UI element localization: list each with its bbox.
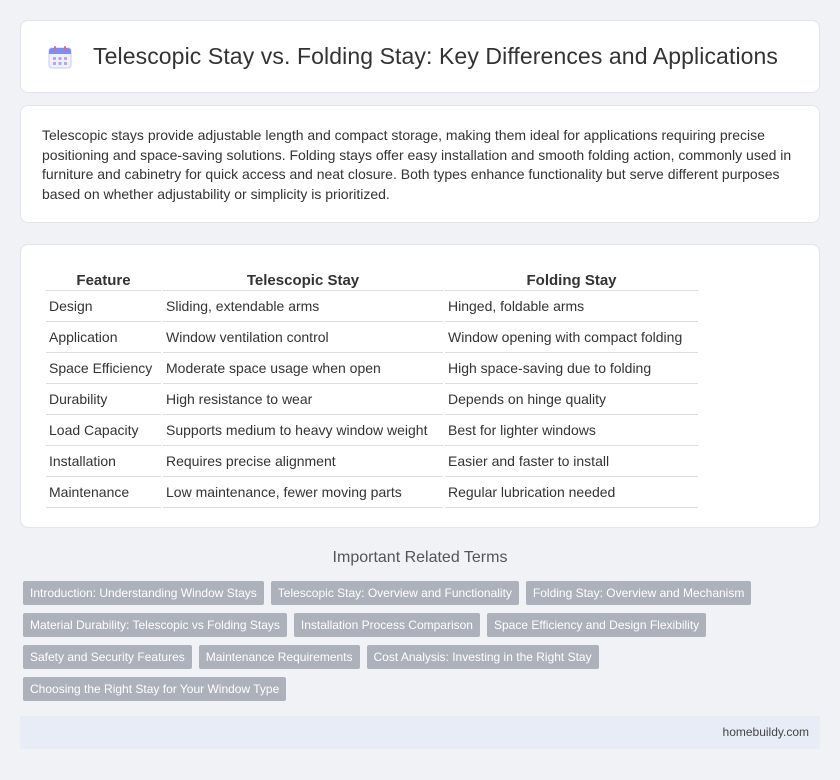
intro-card [20,105,820,223]
related-term-tag[interactable]: Choosing the Right Stay for Your Window Type [23,677,286,701]
footer [20,716,820,749]
related-term-tag[interactable]: Material Durability: Telescopic vs Folding Stays [23,613,287,637]
table-cell: Design [46,291,161,322]
table-cell: Sliding, extendable arms [163,291,443,322]
table-row [46,446,698,477]
table-cell: Supports medium to heavy window weight [163,415,443,446]
table-cell: Moderate space usage when open [163,353,443,384]
table-row [46,353,698,384]
table-cell: Regular lubrication needed [445,477,698,508]
table-cell: Window opening with compact folding [445,322,698,353]
column-header-telescopic: Telescopic Stay [163,264,443,291]
related-terms-title: Important Related Terms [332,549,508,566]
column-header-feature: Feature [46,264,161,291]
related-term-tag[interactable]: Installation Process Comparison [294,613,480,637]
table-cell: High resistance to wear [163,384,443,415]
table-cell: High space-saving due to folding [445,353,698,384]
intro-text: Telescopic stays provide adjustable length and compact storage, making them ideal for applications requiring precise positioning and space-saving solutions. Folding stays offer easy installation and smooth folding action, commonly used in furniture and cabinetry for quick access and neat closure. Both types enhance functionality but serve different purposes based on whether adjustability or simplicity is prioritized. [42,127,792,202]
comparison-table-card [20,244,820,528]
table-row [46,322,698,353]
table-header-row [46,264,698,291]
table-row [46,415,698,446]
related-term-tag[interactable]: Introduction: Understanding Window Stays [23,581,264,605]
table-cell: Maintenance [46,477,161,508]
related-term-tag[interactable]: Folding Stay: Overview and Mechanism [526,581,751,605]
related-term-tag[interactable]: Space Efficiency and Design Flexibility [487,613,706,637]
table-cell: Low maintenance, fewer moving parts [163,477,443,508]
table-cell: Window ventilation control [163,322,443,353]
related-term-tag[interactable]: Safety and Security Features [23,645,192,669]
table-cell: Load Capacity [46,415,161,446]
table-cell: Depends on hinge quality [445,384,698,415]
comparison-table [44,264,700,508]
related-term-tag[interactable]: Cost Analysis: Investing in the Right Stay [367,645,599,669]
column-header-folding: Folding Stay [445,264,698,291]
related-term-tag[interactable]: Maintenance Requirements [199,645,360,669]
table-cell: Requires precise alignment [163,446,443,477]
calendar-icon [47,44,73,70]
footer-site-link[interactable]: homebuildy.com [722,725,809,739]
table-cell: Durability [46,384,161,415]
table-cell: Space Efficiency [46,353,161,384]
table-cell: Application [46,322,161,353]
related-terms-list [23,581,783,701]
related-term-tag[interactable]: Telescopic Stay: Overview and Functionality [271,581,519,605]
table-row [46,291,698,322]
table-cell: Hinged, foldable arms [445,291,698,322]
table-cell: Installation [46,446,161,477]
table-cell: Easier and faster to install [445,446,698,477]
table-row [46,477,698,508]
table-row [46,384,698,415]
table-cell: Best for lighter windows [445,415,698,446]
header-card [20,20,820,93]
page-title: Telescopic Stay vs. Folding Stay: Key Differences and Applications [93,43,779,69]
